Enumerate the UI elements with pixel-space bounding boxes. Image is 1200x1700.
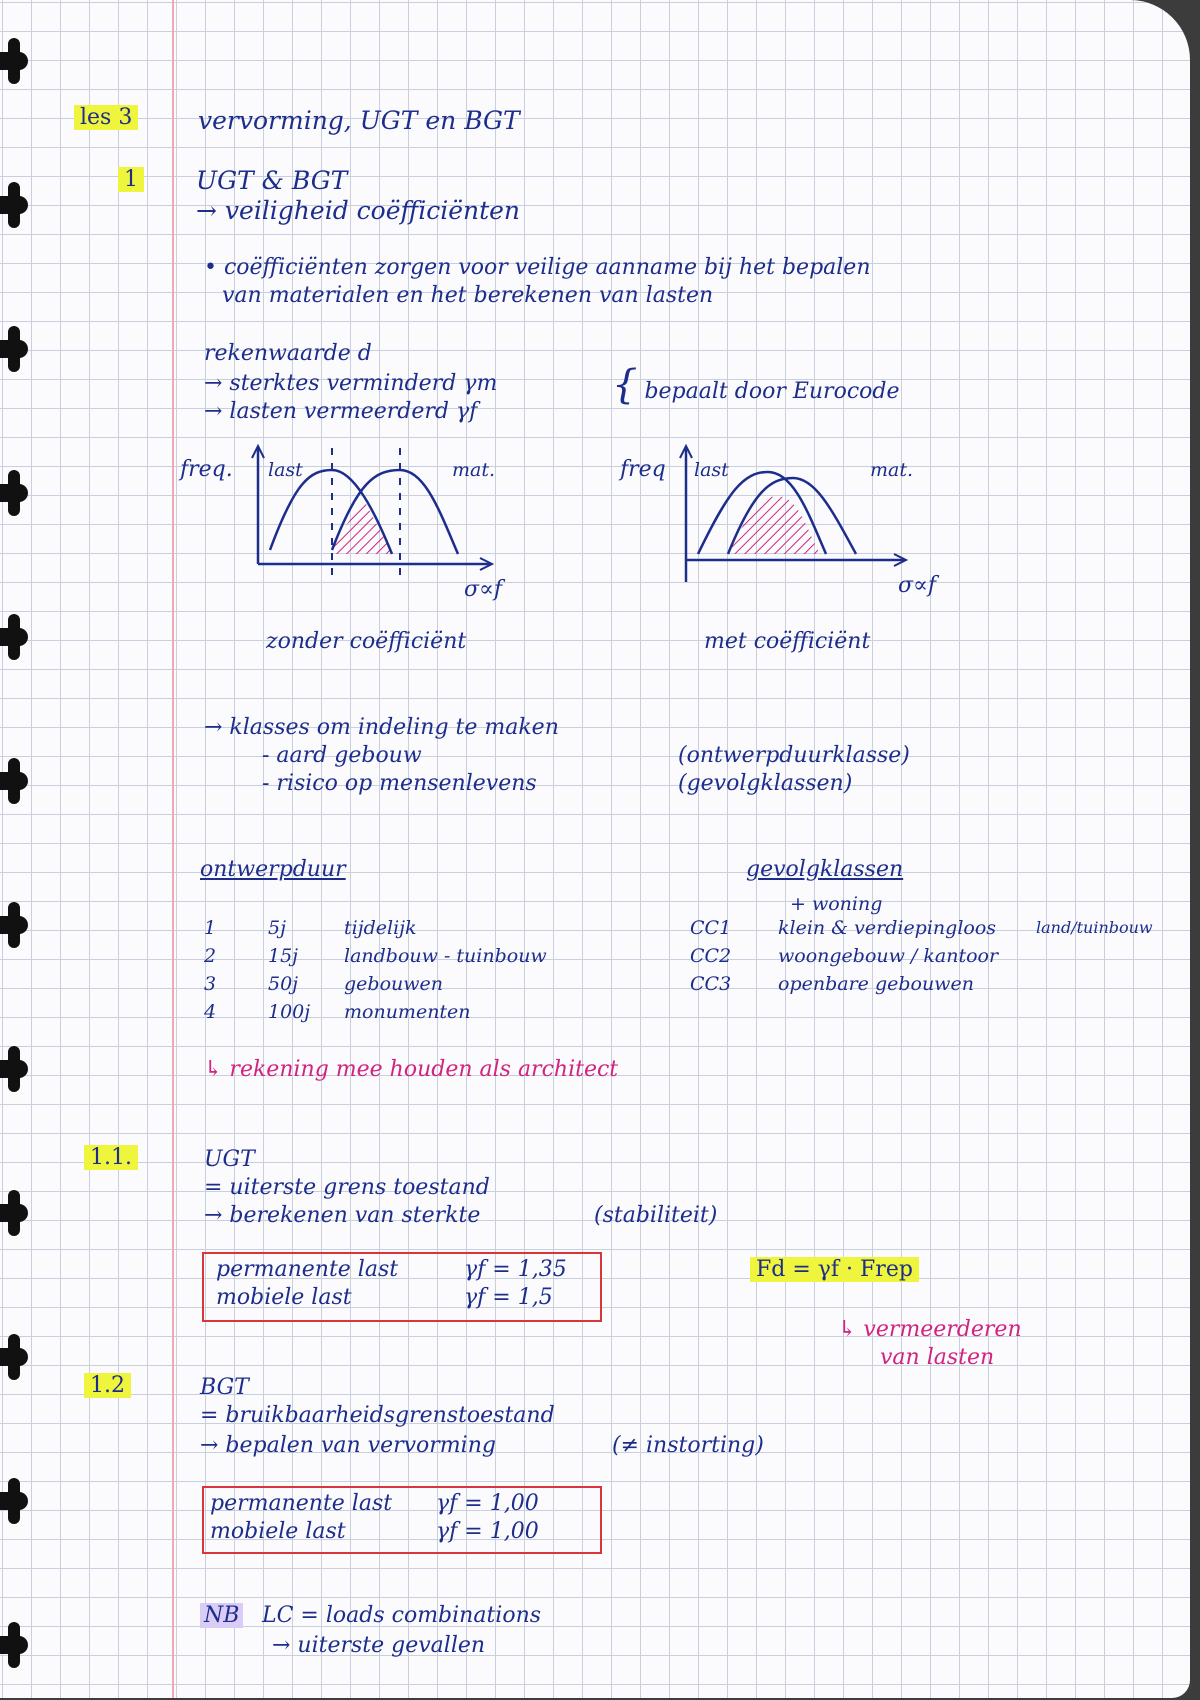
ontwerpduur-heading: ontwerpduur — [200, 857, 346, 882]
box-label: permanente last — [216, 1257, 399, 1282]
row-extra: land/tuinbouw — [1036, 918, 1153, 937]
bullet-text: van materialen en het berekenen van lasten — [222, 283, 714, 308]
gevolgklassen-heading: gevolgklassen — [746, 857, 904, 882]
binder-hole — [0, 1204, 28, 1222]
box-value: γf = 1,5 — [464, 1285, 553, 1310]
nb-arrow-text: → uiterste gevallen — [272, 1633, 486, 1658]
section-number: 1.1. — [84, 1145, 138, 1170]
section-paren: (stabiliteit) — [594, 1203, 718, 1228]
row-desc: tijdelijk — [344, 917, 417, 939]
page-title: vervorming, UGT en BGT — [198, 106, 520, 135]
row-class: CC1 — [690, 917, 732, 939]
rekenwaarde-line: → sterktes verminderd γm — [204, 371, 498, 396]
row-years: 15j — [268, 945, 299, 967]
section-number: 1 — [118, 167, 144, 192]
row-desc: klein & verdiepingloos — [778, 917, 997, 939]
rekenwaarde-line: → lasten vermeerderd γf — [204, 399, 478, 424]
formula-note: van lasten — [880, 1345, 995, 1370]
formula-note: ↳ vermeerderen — [838, 1317, 1022, 1342]
row-desc: monumenten — [344, 1001, 471, 1023]
y-axis-label: freq. — [180, 457, 233, 482]
lesson-tag: les 3 — [74, 105, 138, 130]
curve-label-last: last — [694, 459, 729, 481]
row-years: 5j — [268, 917, 286, 939]
rekenwaarde-title: rekenwaarde d — [204, 341, 372, 366]
graph-caption: met coëfficiënt — [704, 629, 871, 654]
section-title: UGT & BGT — [196, 166, 348, 195]
bullet-text: • coëfficiënten zorgen voor veilige aanname bij het bepalen — [204, 255, 871, 280]
section-title: BGT — [200, 1375, 249, 1400]
binder-hole — [0, 628, 28, 646]
eurocode-note: bepaalt door Eurocode — [644, 379, 900, 404]
box-value: γf = 1,00 — [436, 1491, 539, 1516]
section-title: UGT — [204, 1147, 255, 1172]
gevolgklassen-note: + woning — [790, 893, 883, 915]
binder-hole — [0, 1492, 28, 1510]
nb-label: NB — [200, 1603, 243, 1628]
box-value: γf = 1,35 — [464, 1257, 567, 1282]
row-years: 50j — [268, 973, 299, 995]
curve-label-mat: mat. — [452, 459, 496, 481]
row-desc: woongebouw / kantoor — [778, 945, 999, 967]
row-class: CC2 — [690, 945, 732, 967]
binder-hole — [0, 196, 28, 214]
row-desc: gebouwen — [344, 973, 443, 995]
formula: Fd = γf · Frep — [750, 1257, 919, 1282]
klasses-item: - aard gebouw — [262, 743, 422, 768]
section-number: 1.2 — [84, 1373, 131, 1398]
row-desc: openbare gebouwen — [778, 973, 974, 995]
section-arrow-text: → berekenen van sterkte — [204, 1203, 481, 1228]
curve-label-mat: mat. — [870, 459, 914, 481]
margin-line — [172, 0, 174, 1698]
architect-note: ↳ rekening mee houden als architect — [204, 1057, 619, 1082]
klasses-paren: (ontwerpduurklasse) — [678, 743, 910, 768]
notebook-page: les 3 vervorming, UGT en BGT 1 UGT & BGT → veiligheid coëfficiënten • coëfficiënten zorgen voor veilige aanname bij het bepalen van materialen en het berekenen van lasten rekenwaarde d → sterktes verminderd γm → lasten vermeerderd γf { bepaalt door Eurocode freq. last mat. σ∝f zonder coëfficiënt freq last mat. σ∝f met coëfficiënt → klasses om indeling te maken - aard gebouw - risico op mensenlevens (ontwerpduurklasse) (gevolgklassen) ontwerpduur 1 5j tijdelijk 2 15j landbouw - tuinbouw 3 50j gebouwen 4 100j monumenten gevolgklassen + woning CC1 klein & verdiepingloos land/tuinbouw CC2 woongebouw / kantoor CC3 openbare gebouwen ↳ rekening mee houden als architect 1.1. UGT = uiterste grens toestand → berekenen van sterkte (stabiliteit) permanente last γf = 1,35 mobiele last γf = 1,5 Fd = γf · Frep ↳ vermeerderen van lasten 1.2 BGT = bruikbaarheidsgrenstoestand → bepalen van vervorming (≠ instorting) permanente last γf = 1,00 mobiele last γf = 1,00 NB LC = loads combinations → uiterste gevallen — [0, 0, 1190, 1698]
x-axis-label: σ∝f — [464, 577, 503, 602]
row-number: 4 — [204, 1001, 217, 1023]
box-value: γf = 1,00 — [436, 1519, 539, 1544]
section-paren: (≠ instorting) — [612, 1433, 764, 1458]
binder-hole — [0, 1060, 28, 1078]
row-years: 100j — [268, 1001, 311, 1023]
klasses-intro: → klasses om indeling te maken — [204, 715, 559, 740]
row-desc: landbouw - tuinbouw — [344, 945, 547, 967]
graph-caption: zonder coëfficiënt — [266, 629, 467, 654]
curve-label-last: last — [268, 459, 303, 481]
y-axis-label: freq — [620, 457, 666, 482]
definition-line: = bruikbaarheidsgrenstoestand — [200, 1403, 555, 1428]
nb-text: LC = loads combinations — [262, 1603, 542, 1628]
binder-hole — [0, 484, 28, 502]
definition-line: = uiterste grens toestand — [204, 1175, 490, 1200]
row-number: 2 — [204, 945, 217, 967]
binder-hole — [0, 1636, 28, 1654]
row-number: 1 — [204, 917, 217, 939]
section-arrow-text: → bepalen van vervorming — [200, 1433, 496, 1458]
binder-hole — [0, 1348, 28, 1366]
klasses-item: - risico op mensenlevens — [262, 771, 537, 796]
row-number: 3 — [204, 973, 217, 995]
binder-hole — [0, 772, 28, 790]
row-class: CC3 — [690, 973, 732, 995]
section-arrow-text: → veiligheid coëfficiënten — [196, 196, 521, 225]
binder-hole — [0, 52, 28, 70]
box-label: mobiele last — [216, 1285, 352, 1310]
box-label: mobiele last — [210, 1519, 346, 1544]
klasses-paren: (gevolgklassen) — [678, 771, 853, 796]
box-label: permanente last — [210, 1491, 393, 1516]
x-axis-label: σ∝f — [898, 573, 937, 598]
binder-hole — [0, 916, 28, 934]
binder-hole — [0, 340, 28, 358]
